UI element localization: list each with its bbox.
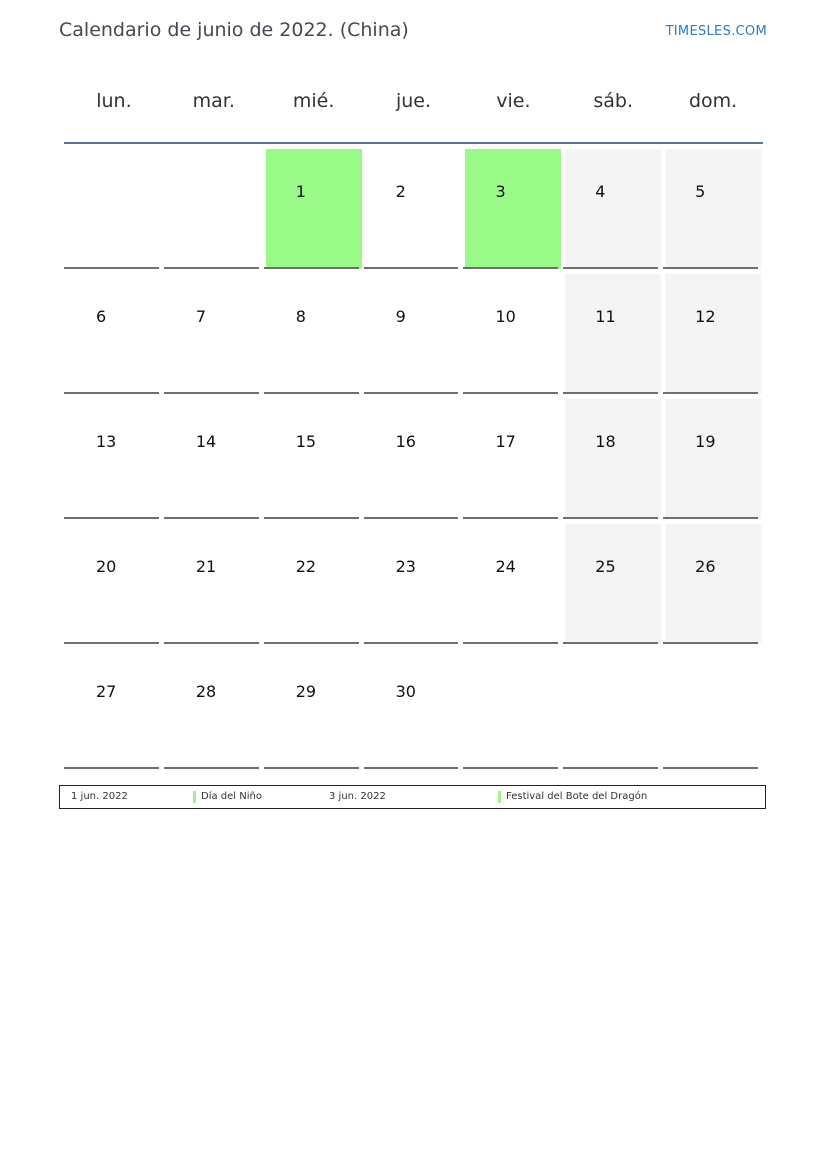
day-number: 8 — [295, 307, 306, 326]
calendar-week-row — [64, 144, 763, 269]
calendar-day-cell — [463, 144, 563, 269]
calendar-day-cell — [164, 394, 264, 519]
calendar-day-cell — [563, 269, 663, 394]
cell-background — [266, 524, 362, 644]
cell-background — [66, 524, 162, 644]
cell-background — [266, 149, 362, 269]
brand-link[interactable]: TIMESLES.COM — [665, 24, 767, 39]
holiday-legend — [59, 785, 766, 809]
day-number: 29 — [295, 682, 317, 701]
calendar-day-cell — [663, 269, 763, 394]
cell-background — [465, 399, 561, 519]
cell-background — [266, 274, 362, 394]
day-number: 10 — [495, 307, 516, 326]
day-number: 17 — [495, 432, 516, 451]
day-number: 25 — [595, 557, 616, 576]
calendar-day-cell — [364, 394, 464, 519]
cell-background — [66, 274, 162, 394]
cell-background — [66, 399, 162, 519]
legend-date: 3 jun. 2022 — [329, 791, 386, 802]
day-number: 19 — [695, 432, 716, 451]
calendar-day-cell — [264, 519, 364, 644]
cell-background — [465, 274, 561, 394]
cell-background — [565, 274, 661, 394]
day-number: 21 — [195, 557, 217, 576]
cell-background — [266, 649, 362, 769]
calendar-week-row — [64, 519, 763, 644]
cell-background — [366, 649, 462, 769]
calendar-day-cell — [364, 644, 464, 769]
day-number: 28 — [195, 682, 217, 701]
calendar-day-cell — [563, 394, 663, 519]
cell-background — [366, 274, 462, 394]
calendar-day-cell — [264, 644, 364, 769]
calendar-day-cell — [264, 394, 364, 519]
page-title: Calendario de junio de 2022. (China) — [59, 19, 409, 41]
cell-bottom-rule — [663, 767, 758, 769]
calendar-day-cell — [64, 519, 164, 644]
weekday-label: lun. — [96, 90, 132, 112]
day-number: 20 — [96, 557, 117, 576]
day-number: 5 — [695, 182, 706, 201]
cell-background — [665, 524, 761, 644]
cell-background — [366, 399, 462, 519]
cell-bottom-rule — [563, 767, 658, 769]
cell-background — [665, 149, 761, 269]
cell-background — [66, 149, 162, 269]
weekday-label: sáb. — [593, 90, 634, 112]
cell-background — [665, 274, 761, 394]
calendar-day-cell — [264, 269, 364, 394]
calendar-day-cell — [164, 269, 264, 394]
legend-color-marker — [498, 791, 501, 803]
calendar-day-cell — [64, 394, 164, 519]
cell-background — [565, 649, 661, 769]
cell-background — [565, 399, 661, 519]
day-number: 3 — [495, 182, 506, 201]
calendar-day-cell — [164, 644, 264, 769]
legend-color-marker — [193, 791, 196, 803]
calendar-day-cell — [364, 519, 464, 644]
cell-bottom-rule — [164, 767, 259, 769]
cell-background — [565, 149, 661, 269]
calendar-day-cell — [463, 269, 563, 394]
calendar-week-row — [64, 644, 763, 769]
weekday-label: jue. — [395, 90, 432, 112]
cell-background — [366, 524, 462, 644]
cell-bottom-rule — [64, 767, 159, 769]
cell-background — [366, 149, 462, 269]
cell-background — [465, 649, 561, 769]
day-number: 18 — [595, 432, 616, 451]
calendar-day-cell — [64, 269, 164, 394]
day-number: 9 — [395, 307, 406, 326]
day-number: 1 — [295, 182, 306, 201]
cell-background — [266, 399, 362, 519]
day-number: 15 — [295, 432, 317, 451]
day-number: 4 — [595, 182, 606, 201]
day-number: 14 — [195, 432, 217, 451]
day-number: 23 — [395, 557, 416, 576]
calendar-day-cell — [64, 644, 164, 769]
cell-bottom-rule — [364, 767, 459, 769]
cell-background — [465, 524, 561, 644]
cell-background — [665, 399, 761, 519]
calendar-week-row — [64, 269, 763, 394]
calendar-day-cell — [463, 394, 563, 519]
legend-holiday-name: Día del Niño — [201, 791, 262, 802]
cell-background — [166, 524, 262, 644]
cell-background — [66, 649, 162, 769]
calendar-day-cell — [264, 144, 364, 269]
calendar-empty-cell — [463, 644, 563, 769]
calendar-empty-cell — [563, 644, 663, 769]
cell-background — [465, 149, 561, 269]
weekday-header — [64, 90, 763, 112]
day-number: 11 — [595, 307, 616, 326]
calendar-day-cell — [563, 519, 663, 644]
weekday-label: mié. — [292, 90, 335, 112]
calendar-grid — [64, 144, 763, 769]
weekday-label: vie. — [496, 90, 531, 112]
cell-bottom-rule — [264, 767, 359, 769]
weekday-label: mar. — [192, 90, 235, 112]
day-number: 24 — [495, 557, 516, 576]
calendar-day-cell — [663, 519, 763, 644]
day-number: 7 — [195, 307, 207, 326]
day-number: 2 — [395, 182, 406, 201]
calendar-day-cell — [164, 519, 264, 644]
legend-date: 1 jun. 2022 — [71, 791, 128, 802]
day-number: 6 — [96, 307, 107, 326]
calendar-day-cell — [364, 144, 464, 269]
weekday-label: dom. — [688, 90, 738, 112]
day-number: 22 — [295, 557, 317, 576]
day-number: 27 — [96, 682, 117, 701]
day-number: 26 — [695, 557, 716, 576]
cell-background — [565, 524, 661, 644]
calendar-week-row — [64, 394, 763, 519]
cell-background — [166, 649, 262, 769]
calendar-day-cell — [663, 144, 763, 269]
cell-background — [665, 649, 761, 769]
cell-background — [166, 274, 262, 394]
calendar-day-cell — [463, 519, 563, 644]
calendar-day-cell — [663, 394, 763, 519]
day-number: 16 — [395, 432, 416, 451]
calendar-empty-cell — [663, 644, 763, 769]
calendar-empty-cell — [64, 144, 164, 269]
day-number: 13 — [96, 432, 117, 451]
cell-background — [166, 149, 262, 269]
cell-background — [166, 399, 262, 519]
calendar-day-cell — [563, 144, 663, 269]
legend-holiday-name: Festival del Bote del Dragón — [506, 791, 648, 802]
calendar-day-cell — [364, 269, 464, 394]
day-number: 12 — [695, 307, 716, 326]
cell-bottom-rule — [463, 767, 558, 769]
day-number: 30 — [395, 682, 416, 701]
calendar-empty-cell — [164, 144, 264, 269]
